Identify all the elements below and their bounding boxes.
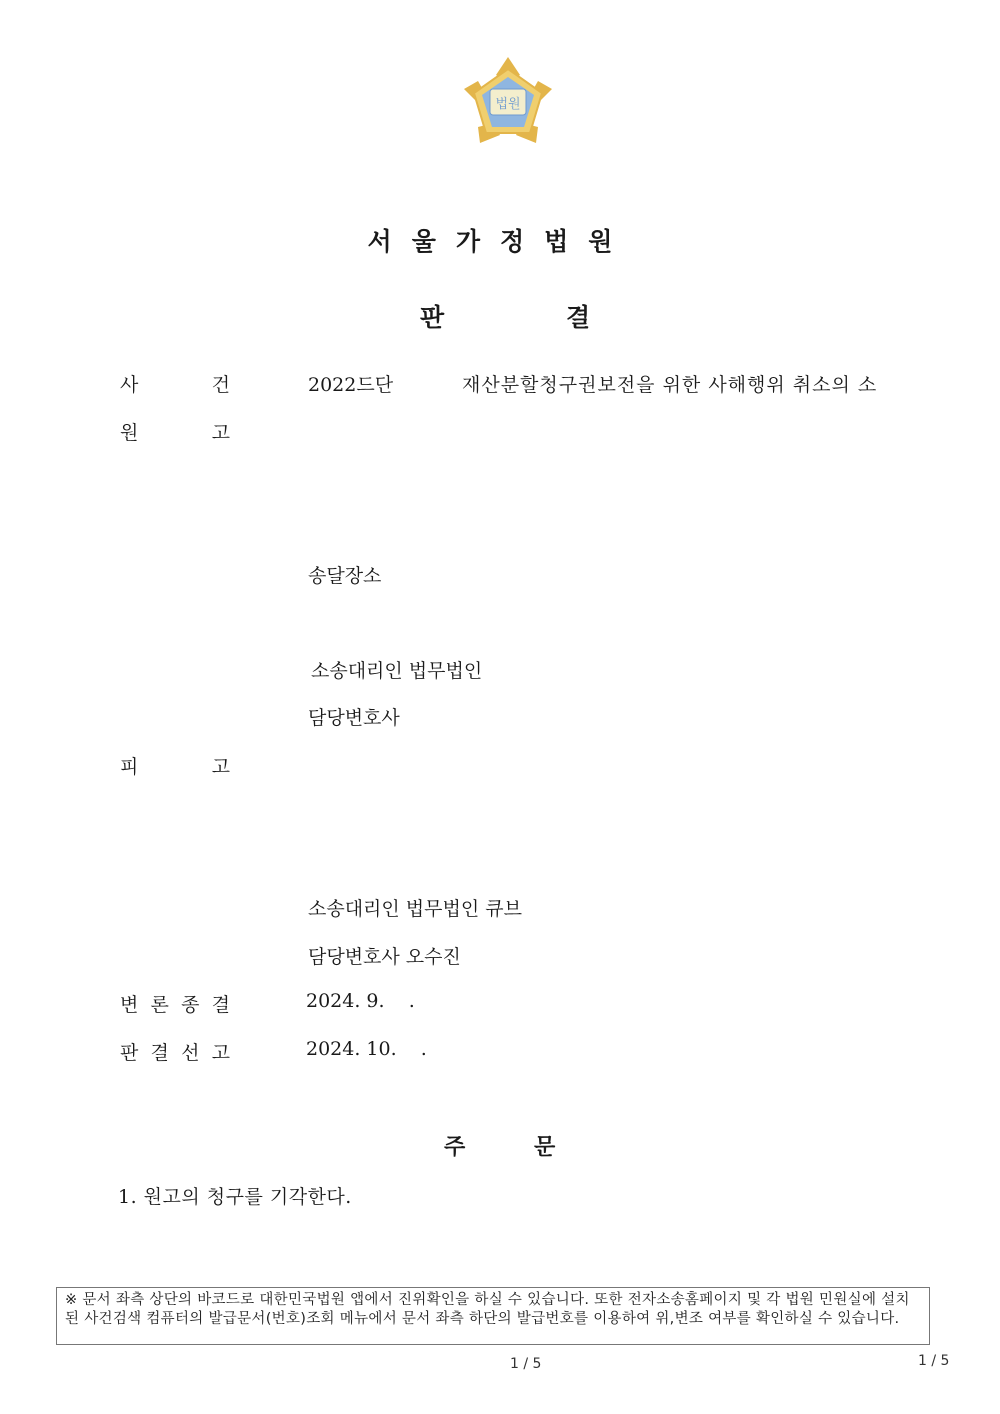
- doc-type-second-char: 결: [566, 303, 591, 332]
- hearing-closed-date: 2024. 9. .: [306, 990, 415, 1012]
- plaintiff-attorney: 담당변호사: [308, 707, 400, 729]
- hearing-closed-label: 변 론 종 결: [120, 994, 230, 1016]
- case-label: 사 건: [120, 374, 230, 396]
- order-item: 1. 원고의 청구를 기각한다.: [118, 1186, 352, 1208]
- order-title-first-char: 주: [444, 1134, 466, 1160]
- emblem-text: 법원: [495, 97, 521, 112]
- judgment-date: 2024. 10. .: [306, 1038, 427, 1060]
- order-title-second-char: 문: [534, 1134, 556, 1160]
- case-title: 재산분할청구권보전을 위한 사해행위 취소의 소: [462, 374, 878, 396]
- plaintiff-counsel: 소송대리인 법무법인: [311, 660, 483, 682]
- defendant-attorney: 담당변호사 오수진: [308, 946, 461, 968]
- page-number-corner: 1 / 5: [918, 1353, 950, 1369]
- court-name: 서울가정법원: [367, 227, 633, 256]
- defendant-counsel: 소송대리인 법무법인 큐브: [308, 898, 522, 920]
- judgment-date-label: 판 결 선 고: [120, 1042, 230, 1064]
- page-number: 1 / 5: [510, 1356, 542, 1372]
- plaintiff-address-label: 송달장소: [308, 565, 382, 587]
- doc-type-first-char: 판: [420, 303, 445, 332]
- court-emblem-icon: [460, 55, 556, 147]
- defendant-label: 피 고: [120, 756, 230, 778]
- case-number: 2022드단: [308, 374, 394, 396]
- verification-notice: ※ 문서 좌측 상단의 바코드로 대한민국법원 앱에서 진위확인을 하실 수 있습니다. 또한 전자소송홈페이지 및 각 법원 민원실에 설치된 사건검색 컴퓨터의 발급문서(번호)조회 메뉴에서 문서 좌측 하단의 발급번호를 이용하여 위,변조 여부를 확인하실 수 있습니다.: [56, 1287, 930, 1345]
- plaintiff-label: 원 고: [120, 422, 230, 444]
